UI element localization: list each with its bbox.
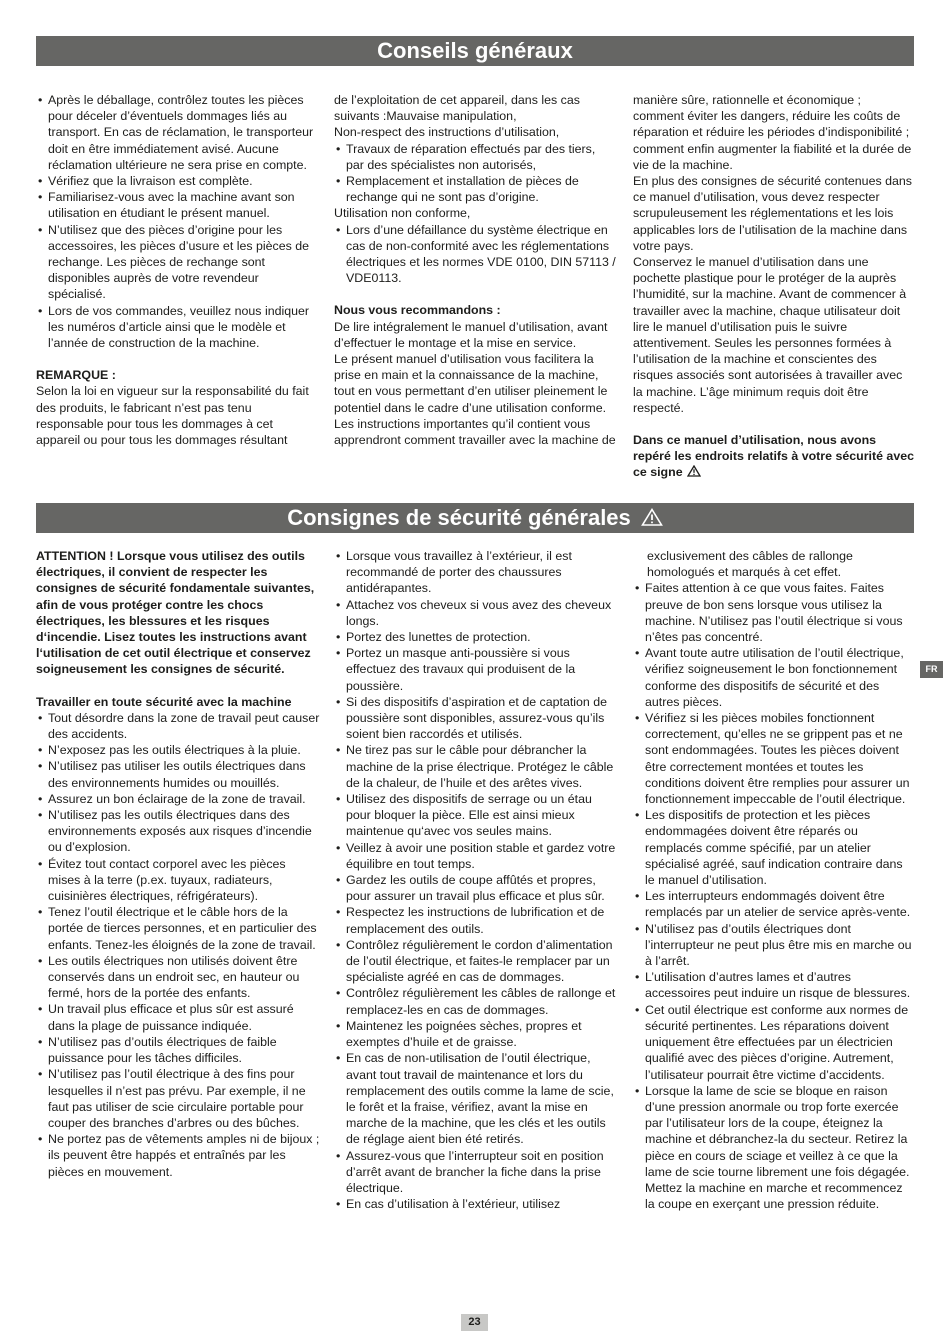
list-item: • Attachez vos cheveux si vous avez des cheveux longs. bbox=[334, 597, 616, 629]
list-item: • Vérifiez que la livraison est complète. bbox=[36, 173, 320, 189]
paragraph: Conservez le manuel d’utilisation dans une pochette plastique pour le protéger de la auprès l’humidité, sur la machine. Avant de commencer à travailler avec la machine, chaque utilisateur doit lire le manuel d’utilisation puis le suivre attentivement. Seules les personnes formées à l’utilisation de la machine et conscientes des risques associés sont autorisées à travailler avec la machine. L’âge minimum requis doit être respecté. bbox=[633, 255, 907, 415]
list-item: • Contrôlez régulièrement le cordon d’alimentation de l’outil électrique, et faites-le remplacer par un spécialiste agréé en cas de dommages. bbox=[334, 937, 616, 986]
list-item: • Utilisez des dispositifs de serrage ou un étau pour bloquer la pièce. Elle est ainsi mieux maintenue qu‘avec vos seules mains. bbox=[334, 791, 616, 840]
list-item: • En cas de non-utilisation de l’outil électrique, avant tout travail de maintenance et lors du remplacement des outils comme la lame de scie, le forêt et la fraise, vérifiez, avant la mise en marche de la machine, que les clés et les outils de réglage aient bien été retirés. bbox=[334, 1050, 616, 1147]
recommend-heading: Nous vous recommandons : bbox=[334, 303, 501, 318]
list-item: • Avant toute autre utilisation de l’outil électrique, vérifiez soigneusement le bon fonctionnement conforme des dispositifs de sécurité et des autres pièces. bbox=[633, 645, 915, 710]
safety-column-1 bbox=[36, 548, 320, 1180]
list-item: • Ne portez pas de vêtements amples ni de bijoux ; ils peuvent être happés et entraînés par les pièces en mouvement. bbox=[36, 1131, 320, 1180]
list-item: • Remplacement et installation de pièces de rechange qui ne sont pas d’origine. bbox=[334, 173, 616, 205]
list-item: • Familiarisez-vous avec la machine avant son utilisation en étudiant le présent manuel. bbox=[36, 189, 320, 221]
safety-list-1 bbox=[36, 710, 320, 1180]
list-item: • N’utilisez pas utiliser les outils électriques dans des environnements humides ou mouillés. bbox=[36, 758, 320, 790]
safety-sign-note bbox=[633, 432, 915, 481]
list-item: • Les outils électriques non utilisés doivent être conservés dans un endroit sec, en hauteur ou fermé, hors de la portée des enfants. bbox=[36, 953, 320, 1002]
safety-list-3 bbox=[633, 580, 915, 1212]
list-item: • Les interrupteurs endommagés doivent être remplacés par un atelier de service après-vente. bbox=[633, 888, 915, 920]
section-title-safety bbox=[36, 503, 914, 533]
manual-text: Le présent manuel d’utilisation vous facilitera la prise en main et la connaissance de la machine, tout en vous permettant d’en utiliser pleinement le potentiel dans le cadre d’une utilisation conforme. Les instructions importantes qu’il contient vous apprendront comment travailler avec la machine de bbox=[334, 352, 616, 448]
list-item: • Vérifiez si les pièces mobiles fonctionnent correctement, qu’elles ne se grippent pas et ne sont endommagées. Toutes les pièces doivent être correctement montées et toutes les conditions doivent être remplies pour assurer un fonctionnement impeccable de l’outil électrique. bbox=[633, 710, 915, 807]
list-item: • Assurez-vous que l’interrupteur soit en position d’arrêt avant de brancher la fiche dans la prise électrique. bbox=[334, 1148, 616, 1197]
remark-heading: REMARQUE : bbox=[36, 368, 116, 383]
list-item: • Respectez les instructions de lubrification et de remplacement des outils. bbox=[334, 904, 616, 936]
remark-text: Selon la loi en vigueur sur la responsabilité du fait des produits, le fabricant n’est pas tenu responsable pour tous les dommages à cet appareil ou pour tous les dommages résultant bbox=[36, 384, 309, 448]
list-item: • Portez un masque anti-poussière si vous effectuez des travaux qui produisent de la poussière. bbox=[334, 645, 616, 694]
list-item: • N’exposez pas les outils électriques à la pluie. bbox=[36, 742, 320, 758]
section-title-general-advice bbox=[36, 36, 914, 66]
list-item: • Lorsque vous travaillez à l’extérieur, il est recommandé de porter des chaussures antidérapantes. bbox=[334, 548, 616, 597]
list-item: • Travaux de réparation effectués par des tiers, par des spécialistes non autorisés, bbox=[334, 141, 616, 173]
section-title-text: Consignes de sécurité générales bbox=[287, 505, 631, 530]
list-item: • N’utilisez que des pièces d’origine pour les accessoires, les pièces d’usure et les pièces de rechange. Les pièces de rechange sont disponibles auprès de votre revendeur spécialisé. bbox=[36, 222, 320, 303]
list-item: • Lors de vos commandes, veuillez nous indiquer les numéros d’article ainsi que le modèle et l’année de construction de la machine. bbox=[36, 303, 320, 352]
safety-subheading: Travailler en toute sécurité avec la machine bbox=[36, 694, 292, 709]
language-tab-fr: FR bbox=[920, 661, 943, 678]
paragraph: En plus des consignes de sécurité contenues dans ce manuel d’utilisation, vous devez respecter scrupuleusement les réglementations et les lois applicables lors de l’utilisation de la machine dans votre pays. bbox=[633, 174, 912, 253]
safety-list-2 bbox=[334, 548, 616, 1212]
section-title-text: Conseils généraux bbox=[377, 38, 573, 63]
list-item: • N’utilisez pas l’outil électrique à des fins pour lesquelles il n’est pas prévu. Par exemple, il ne faut pas utiliser de scie circulaire portable pour couper des branches d’arbres ou des bûches. bbox=[36, 1066, 320, 1131]
continued-text: exclusivement des câbles de rallonge homologués et marqués à cet effet. bbox=[647, 549, 853, 580]
list-item: • Cet outil électrique est conforme aux normes de sécurité pertinentes. Les réparations doivent uniquement être effectuées par un électricien qualifié avec des pièces d’origine. Autrement, l’utilisateur pourrait être victime d’accidents. bbox=[633, 1002, 915, 1083]
list-item: • N’utilisez pas d’outils électriques de faible puissance pour les tâches difficiles. bbox=[36, 1034, 320, 1066]
attention-notice: ATTENTION ! Lorsque vous utilisez des outils électriques, il convient de respecter les consignes de sécurité fondamentale suivantes, afin de vous protéger contre les chocs électriques, les blessures et les risques d‘incendie. Lisez toutes les instructions avant l‘utilisation de cet outil électrique et conservez soigneusement les consignes de sécurité. bbox=[36, 549, 315, 677]
warning-triangle-icon bbox=[641, 508, 663, 526]
list-item: • Ne tirez pas sur le câble pour débrancher la machine de la prise électrique. Protégez le câble de la chaleur, de l’huile et des arêtes vives. bbox=[334, 742, 616, 791]
list-item: • Un travail plus efficace et plus sûr est assuré dans la plage de puissance indiquée. bbox=[36, 1001, 320, 1033]
liability-list-a bbox=[334, 141, 616, 206]
general-advice-column-3 bbox=[633, 92, 915, 481]
list-item: • Contrôlez régulièrement les câbles de rallonge et remplacez-les en cas de dommages. bbox=[334, 985, 616, 1017]
page-number: 23 bbox=[461, 1314, 488, 1331]
safety-sign-note-text: Dans ce manuel d’utilisation, nous avons repéré les endroits relatifs à votre sécurité avec ce signe bbox=[633, 433, 914, 480]
list-item: • Faites attention à ce que vous faites. Faites preuve de bon sens lorsque vous utilisez la machine. N’utilisez pas l’outil électrique si vous n’êtes pas concentré. bbox=[633, 580, 915, 645]
list-item: • Lorsque la lame de scie se bloque en raison d’une pression anormale ou trop forte exercée par l’utilisateur lors de la coupe, éteignez la machine et débranchez-la du secteur. Retirez la pièce en cours de sciage et veillez à ce que la lame de scie tourne librement une fois dégagée. Mettez la machine en marche et recommencez la coupe en exerçant une pression réduite. bbox=[633, 1083, 915, 1213]
list-item: • N’utilisez pas d’outils électriques dont l’interrupteur ne peut plus être mis en marche ou à l’arrêt. bbox=[633, 921, 915, 970]
general-advice-column-1 bbox=[36, 92, 320, 448]
liability-case: Non-respect des instructions d’utilisation, bbox=[334, 125, 560, 140]
paragraph: manière sûre, rationnelle et économique ; comment éviter les dangers, réduire les coûts de réparation et réduire les périodes d’indisponibilité ; comment enfin augmenter la fiabilité et la durée de vie de la machine. bbox=[633, 93, 912, 172]
list-item: • Assurez un bon éclairage de la zone de travail. bbox=[36, 791, 320, 807]
liability-list-b bbox=[334, 222, 616, 287]
list-item: • Gardez les outils de coupe affûtés et propres, pour assurer un travail plus efficace et plus sûr. bbox=[334, 872, 616, 904]
list-item: • N’utilisez pas les outils électriques dans des environnements exposés aux risques d’incendie ou d’explosion. bbox=[36, 807, 320, 856]
liability-cases-intro: de l’exploitation de cet appareil, dans les cas suivants :Mauvaise manipulation, bbox=[334, 93, 580, 124]
list-item: • Les dispositifs de protection et les pièces endommagées doivent être réparés ou remplacés comme spécifié, par un atelier spécialisé agréé, sauf indication contraire dans le manuel d’utilisation. bbox=[633, 807, 915, 888]
list-item: • Tenez l’outil électrique et le câble hors de la portée de tierces personnes, et en particulier des enfants. Tenez-les éloignés de la zone de travail. bbox=[36, 904, 320, 953]
list-item: • Évitez tout contact corporel avec les pièces mises à la terre (p.ex. tuyaux, radiateurs, cuisinières électriques, réfrigérateurs). bbox=[36, 856, 320, 905]
list-item: • Portez des lunettes de protection. bbox=[334, 629, 616, 645]
list-item: • Maintenez les poignées sèches, propres et exemptes d’huile et de graisse. bbox=[334, 1018, 616, 1050]
warning-triangle-icon bbox=[687, 465, 701, 477]
recommend-text: De lire intégralement le manuel d’utilisation, avant d’effectuer le montage et la mise en service. bbox=[334, 319, 608, 350]
list-item: • En cas d’utilisation à l’extérieur, utilisez bbox=[334, 1196, 616, 1212]
list-item: • Si des dispositifs d’aspiration et de captation de poussière sont disponibles, assurez-vous qu’ils soient bien raccordés et utilisés. bbox=[334, 694, 616, 743]
general-advice-column-2 bbox=[334, 92, 616, 448]
list-item: • L’utilisation d’autres lames et d’autres accessoires peut induire un risque de blessures. bbox=[633, 969, 915, 1001]
list-item: • Lors d’une défaillance du système électrique en cas de non-conformité avec les réglementations électriques et les normes VDE 0100, DIN 57113 / VDE0113. bbox=[334, 222, 616, 287]
general-advice-list bbox=[36, 92, 320, 351]
list-item: • Après le déballage, contrôlez toutes les pièces pour déceler d’éventuels dommages liés au transport. En cas de réclamation, le transporteur doit en être immédiatement avisé. Aucune réclamation ultérieure ne sera prise en compte. bbox=[36, 92, 320, 173]
safety-column-2 bbox=[334, 548, 616, 1212]
list-item: • Tout désordre dans la zone de travail peut causer des accidents. bbox=[36, 710, 320, 742]
list-item: • Veillez à avoir une position stable et gardez votre équilibre en tout temps. bbox=[334, 840, 616, 872]
liability-case: Utilisation non conforme, bbox=[334, 206, 471, 221]
safety-column-3 bbox=[633, 548, 915, 1212]
